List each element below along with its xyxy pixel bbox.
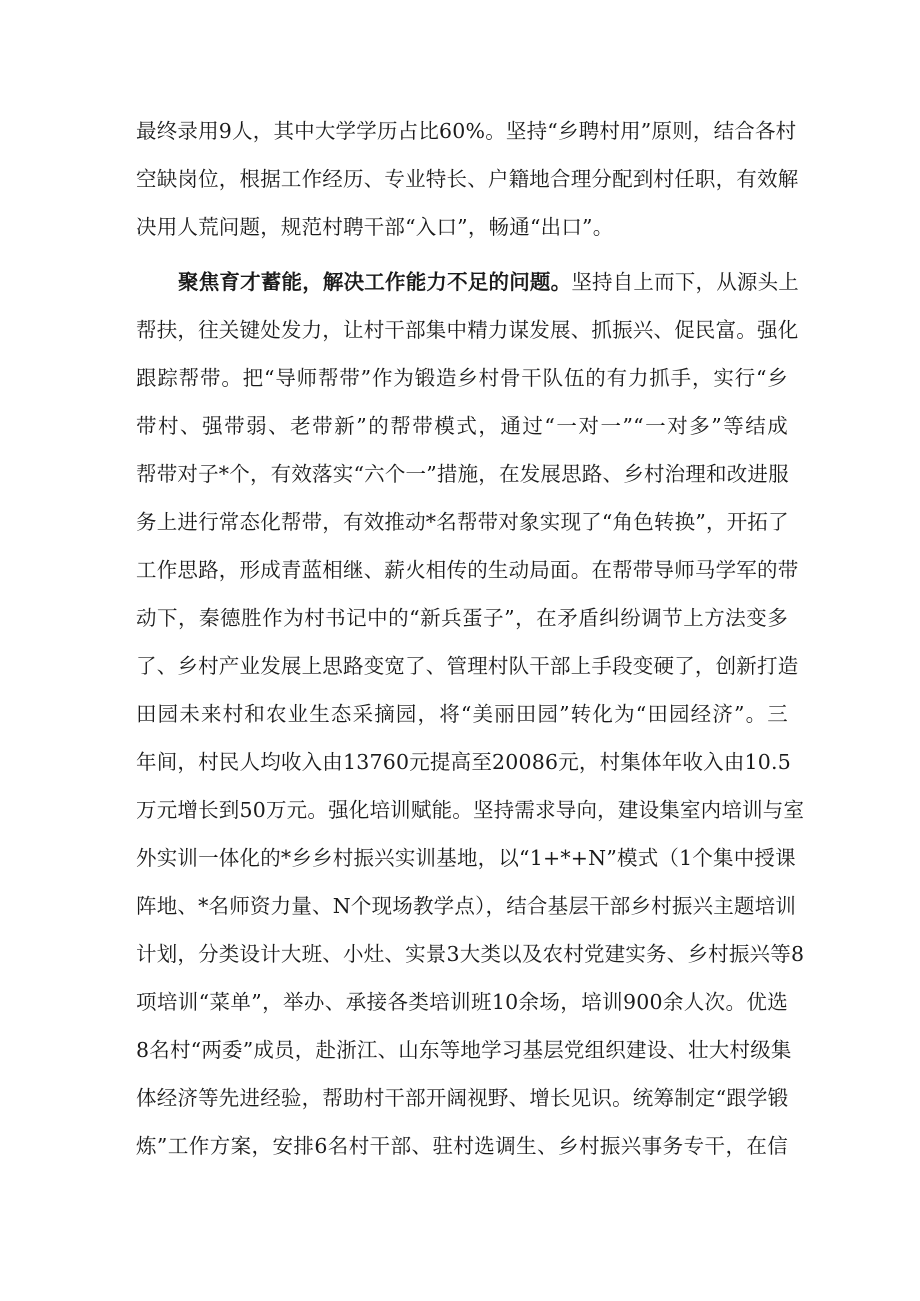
text-line: 务上进行常态化帮带，有效推动*名帮带对象实现了“角色转换”，开拓了 <box>136 510 789 534</box>
text-line: 工作思路，形成青蓝相继、薪火相传的生动局面。在帮带导师马学军的带 <box>136 558 799 582</box>
text-line: 跟踪帮带。把“导师帮带”作为锻造乡村骨干队伍的有力抓手，实行“乡 <box>136 366 788 390</box>
text-line: 动下，秦德胜作为村书记中的“新兵蛋子”，在矛盾纠纷调节上方法变多 <box>136 606 788 630</box>
paragraph-heading: 聚焦育才蓄能，解决工作能力不足的问题。 <box>178 270 572 294</box>
text-line: 8名村“两委”成员，赴浙江、山东等地学习基层党组织建设、壮大村级集 <box>136 1038 792 1062</box>
text-line: 项培训“菜单”，举办、承接各类培训班10余场，培训900余人次。优选 <box>136 990 788 1014</box>
paragraph-1 <box>136 107 799 251</box>
text-line: 计划，分类设计大班、小灶、实景3大类以及农村党建实务、乡村振兴等8 <box>136 942 805 966</box>
heading-continuation: 坚持自上而下，从源头上 <box>571 270 800 294</box>
text-line: 帮带对子*个，有效落实“六个一”措施，在发展思路、乡村治理和改进服 <box>136 462 789 486</box>
text-line: 外实训一体化的*乡乡村振兴实训基地，以“1+*+N”模式（1个集中授课 <box>136 846 796 870</box>
text-line: 了、乡村产业发展上思路变宽了、管理村队干部上手段变硬了，创新打造 <box>136 654 799 678</box>
text-line: 万元增长到50万元。强化培训赋能。坚持需求导向，建设集室内培训与室 <box>136 798 805 822</box>
text-line: 阵地、*名师资力量、N个现场教学点），结合基层干部乡村振兴主题培训 <box>136 894 797 918</box>
text-line-first <box>136 258 800 306</box>
text-line: 带村、强带弱、老带新”的帮带模式，通过“一对一”“一对多”等结成 <box>136 414 788 438</box>
text-line: 炼”工作方案，安排6名村干部、驻村选调生、乡村振兴事务专干，在信 <box>136 1134 788 1158</box>
text-line: 年间，村民人均收入由13760元提高至20086元，村集体年收入由10.5 <box>136 750 791 774</box>
text-line: 田园未来村和农业生态采摘园，将“美丽田园”转化为“田园经济”。三 <box>136 702 788 726</box>
text-line: 最终录用9人，其中大学学历占比60%。坚持“乡聘村用”原则，结合各村 <box>136 119 797 143</box>
paragraph-2 <box>136 258 805 1170</box>
text-line: 帮扶，往关键处发力，让村干部集中精力谋发展、抓振兴、促民富。强化 <box>136 318 799 342</box>
text-line: 空缺岗位，根据工作经历、专业特长、户籍地合理分配到村任职，有效解 <box>136 167 799 191</box>
text-line: 决用人荒问题，规范村聘干部“入口”，畅通“出口”。 <box>136 215 614 239</box>
text-line: 体经济等先进经验，帮助村干部开阔视野、增长见识。统筹制定“跟学锻 <box>136 1086 789 1110</box>
